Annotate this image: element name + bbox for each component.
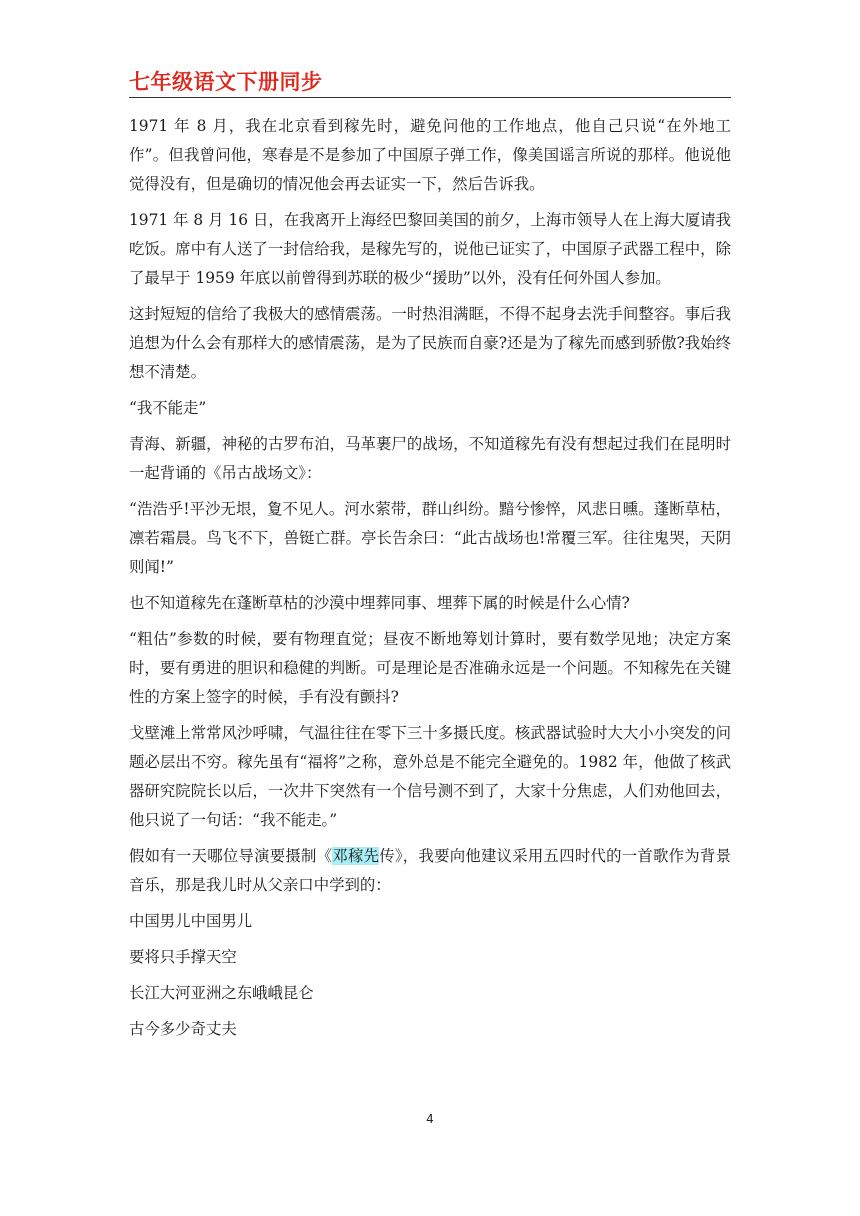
paragraph: 青海、新疆，神秘的古罗布泊，马革裹尸的战场，不知道稼先有没有想起过我们在昆明时一起背诵的《吊古战场文》： <box>129 435 731 482</box>
paragraph: 这封短短的信给了我极大的感情震荡。一时热泪满眶，不得不起身去洗手间整容。事后我追想为什么会有那样大的感情震荡，是为了民族而自豪?还是为了稼先而感到骄傲?我始终想不清楚。 <box>129 305 731 381</box>
song-line: 古今多少奇丈夫 <box>129 1020 237 1038</box>
section-heading: “我不能走” <box>129 399 207 417</box>
paragraph: 戈壁滩上常常风沙呼啸，气温往往在零下三十多摄氏度。核武器试验时大大小小突发的问题必层出不穷。稼先虽有“福将”之称，意外总是不能完全避免的。1982 年，他做了核武器研究院院长以后，一次井下突然有一个信号测不到了，大家十分焦虑，人们劝他回去，他只说了一句话：“我不能走。” <box>129 724 731 829</box>
paragraph: 也不知道稼先在蓬断草枯的沙漠中埋葬同事、埋葬下属的时候是什么心情? <box>129 594 630 612</box>
paragraph: “粗估”参数的时候，要有物理直觉；昼夜不断地筹划计算时，要有数学见地；决定方案时，要有勇进的胆识和稳健的判断。可是理论是否准确永远是一个问题。不知稼先在关键性的方案上签字的时候，手有没有颤抖? <box>129 630 731 706</box>
page-header-title: 七年级语文下册同步 <box>129 70 323 94</box>
film-text-after: 传》，我要向他建议采用五四时代的一首歌作为背景音乐，那是我儿时从父亲口中学到的： <box>129 847 731 894</box>
paragraph: 1971 年 8 月 16 日，在我离开上海经巴黎回美国的前夕，上海市领导人在上海大厦请我吃饭。席中有人送了一封信给我，是稼先写的，说他已证实了，中国原子武器工程中，除了最早于 1959 年底以前曾得到苏联的极少“援助”以外，没有任何外国人参加。 <box>129 211 731 287</box>
header-divider <box>129 97 731 98</box>
song-line: 长江大河亚洲之东峨峨昆仑 <box>129 984 314 1002</box>
paragraph: 1971 年 8 月，我在北京看到稼先时，避免问他的工作地点，他自己只说“在外地工作”。但我曾问他，寒春是不是参加了中国原子弹工作，像美国谣言所说的那样。他说他觉得没有，但是确切的情况他会再去证实一下，然后告诉我。 <box>129 117 731 193</box>
quoted-passage: “浩浩乎!平沙无垠，夐不见人。河水萦带，群山纠纷。黯兮惨悴，风悲日曛。蓬断草枯，凛若霜晨。鸟飞不下，兽铤亡群。亭长告余曰：“此古战场也!常覆三军。往往鬼哭，天阴则闻!” <box>129 500 731 576</box>
paragraph-film <box>129 842 731 900</box>
body-text <box>129 112 731 1051</box>
song-line: 要将只手撑天空 <box>129 948 237 966</box>
highlighted-name: 邓稼先 <box>332 847 380 865</box>
page-number: 4 <box>426 1112 434 1126</box>
film-text-before: 假如有一天哪位导演要摄制《 <box>129 847 333 865</box>
song-line: 中国男儿中国男儿 <box>129 912 253 930</box>
